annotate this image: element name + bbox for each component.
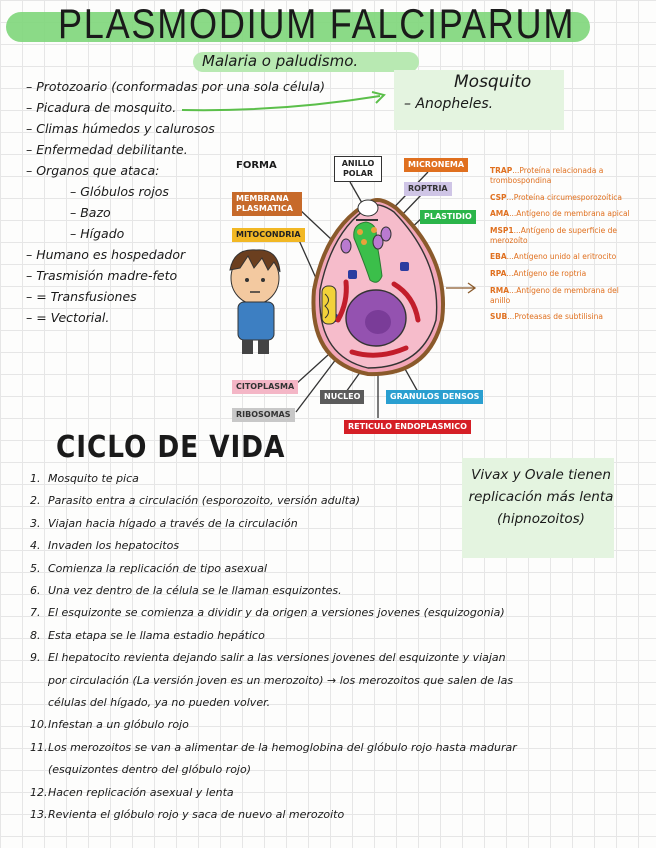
- step-row: (esquizontes dentro del glóbulo rojo): [48, 763, 252, 777]
- legend-item: MSP1...Antígeno de superficie de merozoíto: [490, 225, 617, 245]
- step-row: 2. Parasito entra a circulación (esporozoito, versión adulta): [30, 494, 360, 508]
- step-row: 6. Una vez dentro de la célula se le llaman esquizontes.: [30, 584, 342, 598]
- label-anillo: ANILLO POLAR: [334, 156, 382, 182]
- note-item: – Protozoario (conformadas por una sola célula): [26, 79, 326, 94]
- step-row: 10. Infestan a un glóbulo rojo: [30, 718, 189, 732]
- step-row: 1. Mosquito te pica: [30, 472, 139, 485]
- legend-item: RPA...Antígeno de roptria: [490, 268, 587, 278]
- page-title: PLASMODIUM FALCIPARUM: [58, 0, 576, 47]
- vivax-note: Vivax y Ovale tienen replicación más lenta (hipnozoitos): [468, 467, 614, 527]
- note-item: – Hígado: [70, 226, 125, 241]
- student-figure: [230, 250, 280, 354]
- step-row: 9. El hepatocito revienta dejando salir a las versiones jovenes del esquizonte y viajan: [30, 651, 506, 665]
- step-row: 3. Viajan hacia hígado a través de la circulación: [30, 516, 298, 530]
- label-granulos: GRANULOS DENSOS: [386, 390, 483, 404]
- note-item: – Climas húmedos y calurosos: [26, 121, 215, 136]
- step-row: 13. Revienta el glóbulo rojo y saca de nuevo al merozoito: [30, 808, 345, 822]
- label-citoplasma: CITOPLASMA: [232, 380, 298, 394]
- label-membrana: MEMBRANA PLASMATICA: [232, 192, 302, 216]
- legend-item: RMA...Antígeno de membrana del anillo: [490, 285, 619, 305]
- note-item: – Trasmisión madre-feto: [26, 268, 178, 283]
- mosquito-title: Mosquito: [454, 72, 532, 92]
- label-reticulo: RETICULO ENDOPLASMICO: [344, 420, 471, 434]
- arrow-icon: [180, 88, 390, 118]
- page-subtitle: Malaria o paludismo.: [202, 52, 359, 70]
- step-row: 8. Esta etapa se le llama estadio hepático: [30, 628, 265, 642]
- legend-item: AMA...Antígeno de membrana apical: [490, 209, 630, 219]
- note-item: – = Vectorial.: [26, 310, 110, 325]
- cycle-title: CICLO DE VIDA: [56, 430, 286, 465]
- legend-item: CSP...Proteína circumesporozoítica: [490, 192, 623, 202]
- note-item: – Enfermedad debilitante.: [26, 142, 188, 157]
- label-nucleo: NUCLEO: [320, 390, 364, 404]
- label-micronema: MICRONEMA: [404, 158, 468, 172]
- step-row: células del hígado, ya no pueden volver.: [48, 696, 271, 710]
- label-roptria: ROPTRIA: [404, 182, 452, 196]
- note-item: – Organos que ataca:: [26, 163, 160, 178]
- step-row: 12. Hacen replicación asexual y lenta: [30, 785, 234, 799]
- note-item: – = Transfusiones: [26, 289, 137, 304]
- diagram-heading: FORMA: [236, 160, 277, 171]
- step-row: por circulación (La versión joven es un merozoito) → los merozoitos que salen de las: [48, 673, 514, 687]
- label-mitocondria: MITOCONDRIA: [232, 228, 305, 242]
- label-plastidio: PLASTIDIO: [420, 210, 476, 224]
- step-row: 4. Invaden los hepatocitos: [30, 539, 180, 553]
- step-row: 7. El esquizonte se comienza a dividir y da origen a versiones jovenes (esquizogonia): [30, 606, 505, 620]
- legend-item: TRAP...Proteína relacionada a trombospondina: [490, 166, 604, 185]
- note-item: – Picadura de mosquito.: [26, 100, 177, 115]
- note-item: – Bazo: [70, 205, 111, 220]
- note-item: – Humano es hospedador: [26, 247, 186, 262]
- cycle-steps: [30, 468, 652, 827]
- legend-item: EBA...Antígeno unido al eritrocito: [490, 252, 617, 262]
- note-item: – Glóbulos rojos: [70, 184, 169, 199]
- protein-legend: [490, 166, 640, 329]
- step-row: 11. Los merozoitos se van a alimentar de la hemoglobina del glóbulo rojo hasta madurar: [30, 740, 517, 754]
- step-row: 5. Comienza la replicación de tipo asexual: [30, 561, 268, 575]
- mosquito-item: – Anopheles.: [404, 96, 494, 112]
- label-ribosomas: RIBOSOMAS: [232, 408, 295, 422]
- legend-item: SUB...Proteasas de subtilisina: [490, 312, 603, 322]
